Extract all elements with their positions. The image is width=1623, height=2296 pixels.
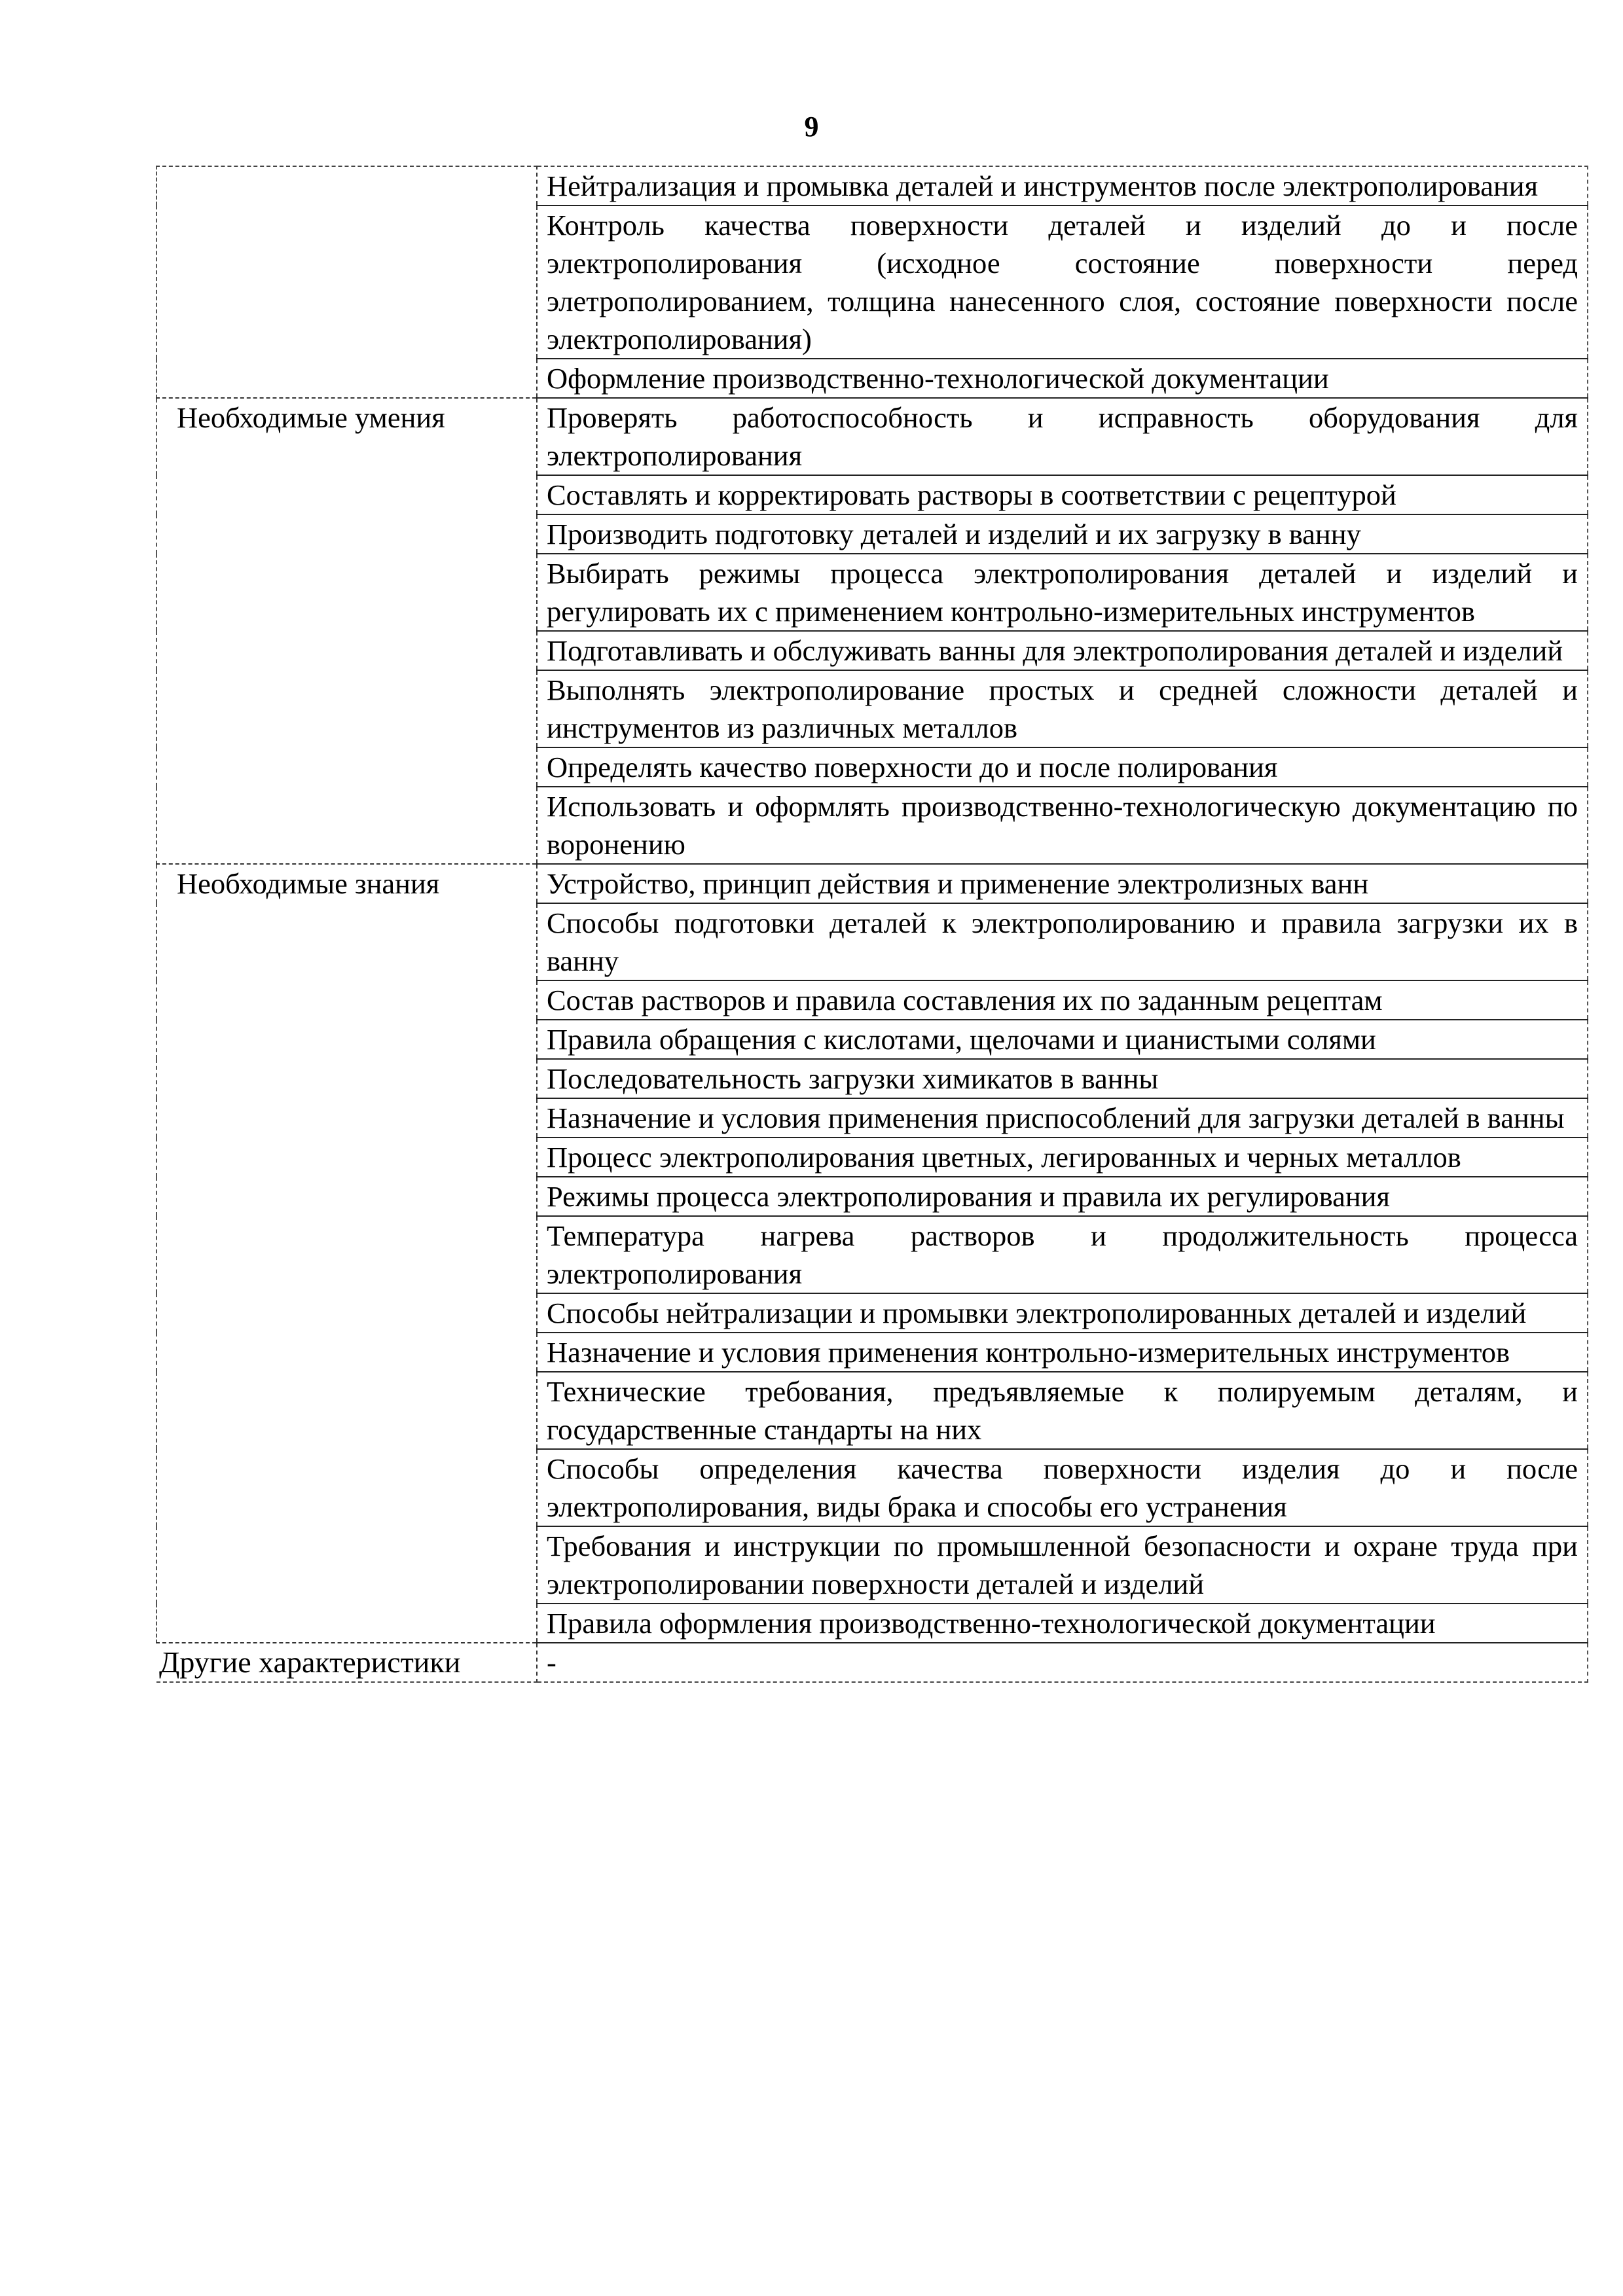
requirement-item: [537, 1449, 1588, 1526]
requirement-text: Правила оформления производственно-технологической документации: [547, 1607, 1436, 1640]
requirement-item: [537, 1333, 1588, 1372]
requirement-text: Способы нейтрализации и промывки электрополированных деталей и изделий: [547, 1297, 1527, 1329]
requirement-item: [537, 398, 1588, 475]
requirement-text: Производить подготовку деталей и изделий и их загрузку в ванну: [547, 518, 1361, 550]
requirement-text: Составлять и корректировать растворы в соответствии с рецептурой: [547, 478, 1396, 511]
requirement-item: [537, 166, 1588, 206]
requirement-item: [537, 1293, 1588, 1333]
requirement-text: Температура нагрева растворов и продолжительность процесса электрополирования: [547, 1219, 1578, 1290]
requirement-item: [537, 787, 1588, 864]
section-label: Необходимые знания: [156, 864, 537, 1643]
requirement-text: Способы определения качества поверхности изделия до и после электрополирования, виды брака и способы его устранения: [547, 1452, 1578, 1523]
requirement-item: [537, 1020, 1588, 1059]
requirement-text: Назначение и условия применения приспособлений для загрузки деталей в ванны: [547, 1102, 1565, 1134]
requirement-text: Устройство, принцип действия и применение электролизных ванн: [547, 867, 1369, 900]
requirement-text: Оформление производственно-технологической документации: [547, 362, 1329, 395]
section-label: Необходимые умения: [156, 398, 537, 864]
requirement-text: Определять качество поверхности до и после полирования: [547, 751, 1278, 783]
requirement-text: Использовать и оформлять производственно-технологическую документацию по воронению: [547, 790, 1578, 861]
requirement-item: [537, 980, 1588, 1020]
requirement-item: [537, 514, 1588, 554]
requirements-table: [156, 166, 1588, 1683]
requirements-table-body: [156, 166, 1588, 1682]
requirement-text: Контроль качества поверхности деталей и изделий до и после электрополирования (исходное состояние поверхности перед элетрополированием, толщина нанесенного слоя, состояние поверхности после электрополирования): [547, 209, 1578, 355]
table-row: [156, 398, 1588, 475]
other-characteristics-row: [156, 1643, 1588, 1682]
requirement-item: [537, 903, 1588, 980]
other-characteristics-value: -: [537, 1643, 1588, 1682]
requirement-text: Процесс электрополирования цветных, легированных и черных металлов: [547, 1141, 1461, 1174]
requirement-item: [537, 1216, 1588, 1293]
requirement-item: [537, 670, 1588, 747]
requirement-item: [537, 864, 1588, 903]
requirement-text: Способы подготовки деталей к электрополированию и правила загрузки их в ванну: [547, 906, 1578, 977]
requirement-item: [537, 1526, 1588, 1604]
requirement-item: [537, 554, 1588, 631]
requirement-item: [537, 747, 1588, 787]
requirement-text: Последовательность загрузки химикатов в ванны: [547, 1062, 1159, 1095]
requirement-text: Выбирать режимы процесса электрополирования деталей и изделий и регулировать их с применением контрольно-измерительных инструментов: [547, 557, 1578, 628]
section-label: [156, 166, 537, 398]
requirement-item: [537, 359, 1588, 398]
requirement-text: Выполнять электрополирование простых и средней сложности деталей и инструментов из различных металлов: [547, 673, 1578, 744]
requirement-text: Состав растворов и правила составления их по заданным рецептам: [547, 984, 1383, 1016]
other-characteristics-label: Другие характеристики: [156, 1643, 537, 1682]
requirement-item: [537, 631, 1588, 670]
page-number: 9: [804, 111, 819, 143]
requirement-text: Нейтрализация и промывка деталей и инструментов после электрополирования: [547, 170, 1539, 202]
table-row: [156, 166, 1588, 206]
requirement-text: Назначение и условия применения контрольно-измерительных инструментов: [547, 1336, 1510, 1369]
requirement-item: [537, 475, 1588, 514]
requirement-text: Подготавливать и обслуживать ванны для электрополирования деталей и изделий: [547, 634, 1563, 667]
requirement-item: [537, 1372, 1588, 1449]
requirement-item: [537, 1604, 1588, 1643]
table-row: [156, 864, 1588, 903]
requirement-item: [537, 1098, 1588, 1138]
requirement-item: [537, 1059, 1588, 1098]
requirement-item: [537, 1177, 1588, 1216]
requirement-item: [537, 206, 1588, 359]
requirement-text: Проверять работоспособность и исправность оборудования для электрополирования: [547, 401, 1578, 472]
requirement-text: Режимы процесса электрополирования и правила их регулирования: [547, 1180, 1390, 1213]
requirement-item: [537, 1138, 1588, 1177]
requirement-text: Требования и инструкции по промышленной безопасности и охране труда при электрополировании поверхности деталей и изделий: [547, 1530, 1578, 1600]
requirement-text: Технические требования, предъявляемые к полируемым деталям, и государственные стандарты на них: [547, 1375, 1578, 1446]
requirement-text: Правила обращения с кислотами, щелочами и цианистыми солями: [547, 1023, 1376, 1056]
